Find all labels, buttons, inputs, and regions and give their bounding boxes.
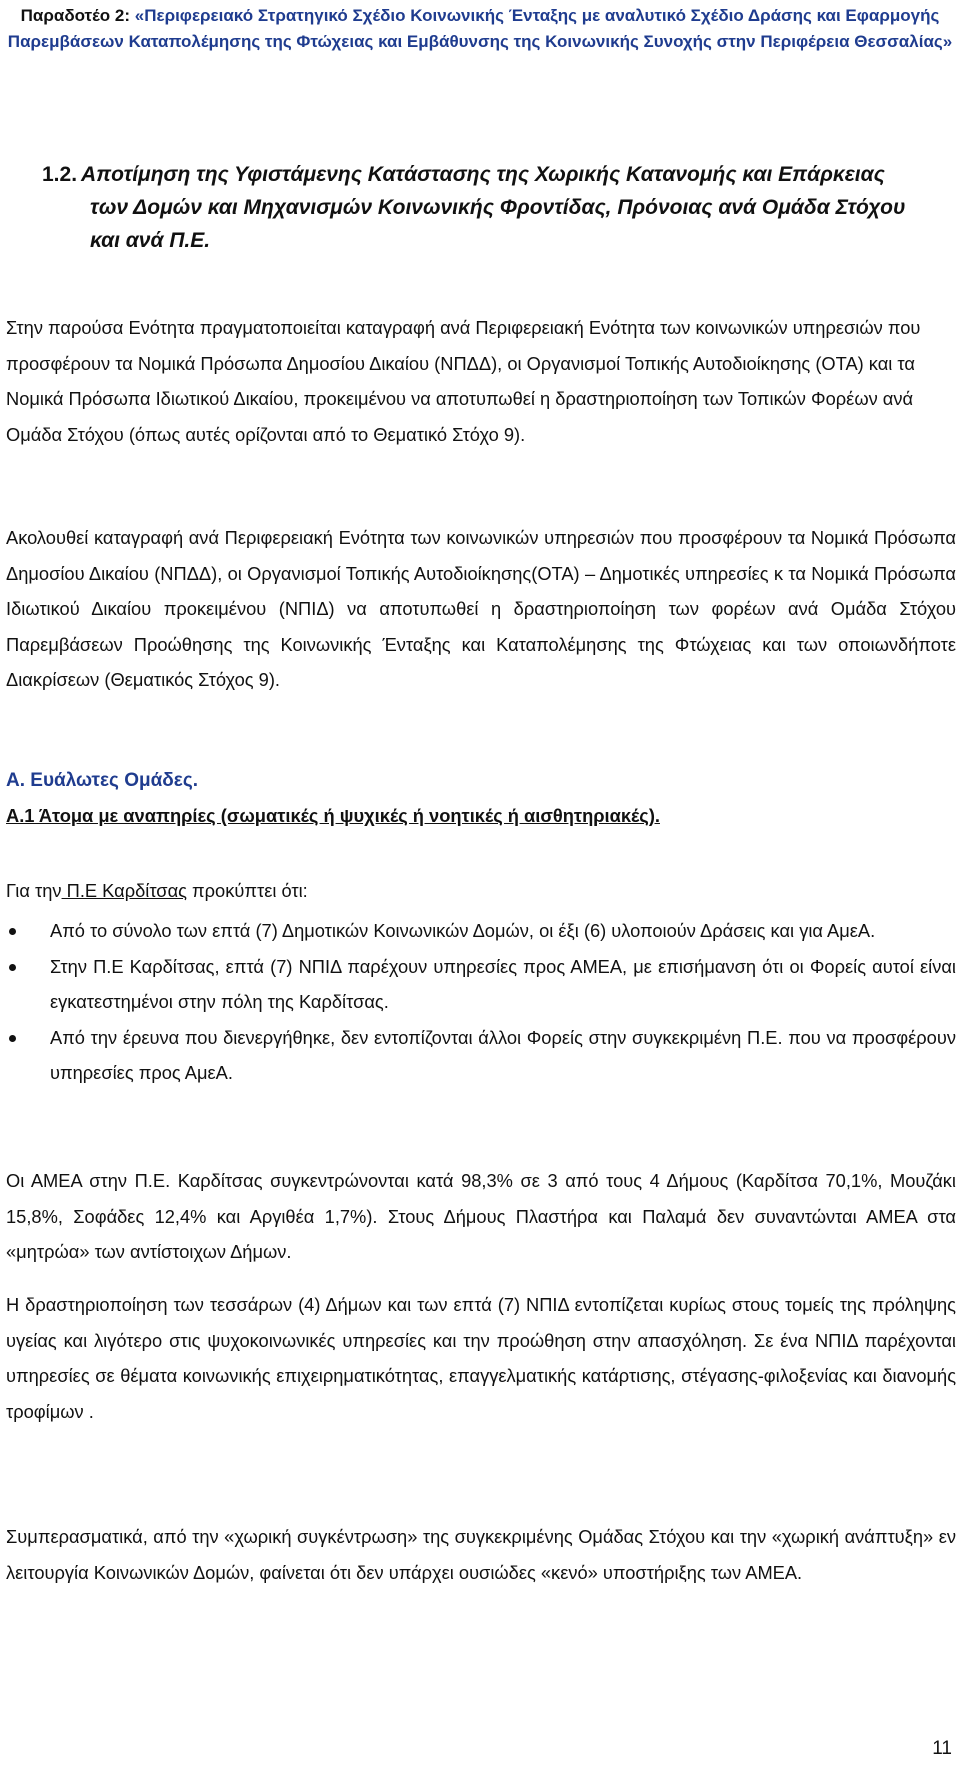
paragraph-activity: Η δραστηριοποίηση των τεσσάρων (4) Δήμων και των επτά (7) ΝΠΙΔ εντοπίζεται κυρίως στους τομείς της πρόληψης υγείας και λιγότερο στις ψυχοκοινωνικές υπηρεσίες και την προώθηση στην απασχόληση. Σε ένα ΝΠΙΔ παρέχονται υπηρεσίες σε θέματα κοινωνικής επιχειρηματικότητας, επαγγελματικής κατάρτισης, στέγασης-φιλοξενίας και διανομής τροφίμων . — [6, 1294, 956, 1422]
bullet-dot-icon — [9, 1035, 16, 1042]
section-title-line-2: των Δομών και Μηχανισμών Κοινωνικής Φροντίδας, Πρόνοιας ανά Ομάδα Στόχου — [90, 196, 906, 219]
sub-heading: Α.1 Άτομα με αναπηρίες (σωματικές ή ψυχικές ή νοητικές ή αισθητηριακές). — [6, 805, 660, 826]
section-heading — [42, 158, 922, 257]
section-number: 1.2. — [42, 163, 78, 186]
region-intro-line — [6, 880, 308, 902]
paragraph-services-record: Ακολουθεί καταγραφή ανά Περιφερειακή Ενότητα των κοινωνικών υπηρεσιών που προσφέρουν τα Νομικά Πρόσωπα Δημοσίου Δικαίου (ΝΠΔΔ), οι Οργανισμοί Τοπικής Αυτοδιοίκησης(ΟΤΑ) – Δημοτικές υπηρεσίες κ τα Νομικά Πρόσωπα Ιδιωτικού Δικαίου προκειμένου (ΝΠΙΔ) να αποτυπωθεί η δραστηριοποίηση των φορέων ανά Ομάδα Στόχου Παρεμβάσεων Προώθησης της Κοινωνικής Ένταξης και Καταπολέμησης της Φτώχειας και των οποιωνδήποτε Διακρίσεων (Θεματικός Στόχος 9). — [6, 527, 956, 690]
paragraph-intro: Στην παρούσα Ενότητα πραγματοποιείται καταγραφή ανά Περιφερειακή Ενότητα των κοινωνικών υπηρεσιών που προσφέρουν τα Νομικά Πρόσωπα Δημοσίου Δικαίου (ΝΠΔΔ), οι Οργανισμοί Τοπικής Αυτοδιοίκησης (ΟΤΑ) και τα Νομικά Πρόσωπα Ιδιωτικού Δικαίου, προκειμένου να αποτυπωθεί η δραστηριοποίηση των Τοπικών Φορέων ανά Ομάδα Στόχου (όπως αυτές ορίζονται από το Θεματικό Στόχο 9). — [6, 317, 921, 445]
findings-list — [0, 913, 956, 1091]
paragraph-amea-distribution: Οι ΑΜΕΑ στην Π.Ε. Καρδίτσας συγκεντρώνονται κατά 98,3% σε 3 από τους 4 Δήμους (Καρδίτσα 70,1%, Μουζάκι 15,8%, Σοφάδες 12,4% και Αργιθέα 1,7%). Στους Δήμους Πλαστήρα και Παλαμά δεν συναντώνται ΑΜΕΑ στα «μητρώα» των αντίστοιχων Δήμων. — [6, 1170, 956, 1262]
list-item — [0, 1020, 956, 1091]
group-heading: Α. Ευάλωτες Ομάδες. — [6, 770, 198, 791]
section-title-line-1: Αποτίμηση της Υφιστάμενης Κατάστασης της Χωρικής Κατανομής και Επάρκειας — [81, 163, 885, 186]
list-item-text: Από το σύνολο των επτά (7) Δημοτικών Κοινωνικών Δομών, οι έξι (6) υλοποιούν Δράσεις και για ΑμεΑ. — [50, 920, 876, 941]
header-title: «Περιφερειακό Στρατηγικό Σχέδιο Κοινωνικής Ένταξης με αναλυτικό Σχέδιο Δράσης και Εφαρμογής Παρεμβάσεων Καταπολέμησης της Φτώχειας και Εμβάθυνσης της Κοινωνικής Συνοχής στην Περιφέρεια Θεσσαλίας» — [7, 6, 953, 51]
page-number: 11 — [932, 1738, 952, 1759]
intro-region: Π.Ε Καρδίτσας — [61, 880, 187, 901]
list-item-text: Στην Π.Ε Καρδίτσας, επτά (7) ΝΠΙΔ παρέχουν υπηρεσίες προς ΑΜΕΑ, με επισήμανση ότι οι Φορείς αυτοί είναι εγκατεστημένοι στην πόλη της Καρδίτσας. — [50, 955, 956, 1012]
bullet-dot-icon — [9, 964, 16, 971]
intro-suffix: προκύπτει ότι: — [186, 880, 308, 901]
section-title-line-3: και ανά Π.Ε. — [90, 229, 211, 252]
section-heading-line-1 — [42, 158, 922, 191]
intro-prefix: Για την — [6, 880, 62, 901]
list-item-text: Από την έρευνα που διενεργήθηκε, δεν εντοπίζονται άλλοι Φορείς στην συγκεκριμένη Π.Ε. που να προσφέρουν υπηρεσίες προς ΑμεΑ. — [50, 1026, 956, 1083]
header-label: Παραδοτέο 2: — [20, 6, 131, 25]
paragraph-conclusion: Συμπερασματικά, από την «χωρική συγκέντρωση» της συγκεκριμένης Ομάδας Στόχου και την «χωρική ανάπτυξη» εν λειτουργία Κοινωνικών Δομών, φαίνεται ότι δεν υπάρχει ουσιώδες «κενό» υποστήριξης των ΑΜΕΑ. — [6, 1526, 956, 1583]
bullet-dot-icon — [9, 928, 16, 935]
running-header — [0, 3, 960, 55]
list-item — [0, 913, 956, 949]
list-item — [0, 949, 956, 1020]
